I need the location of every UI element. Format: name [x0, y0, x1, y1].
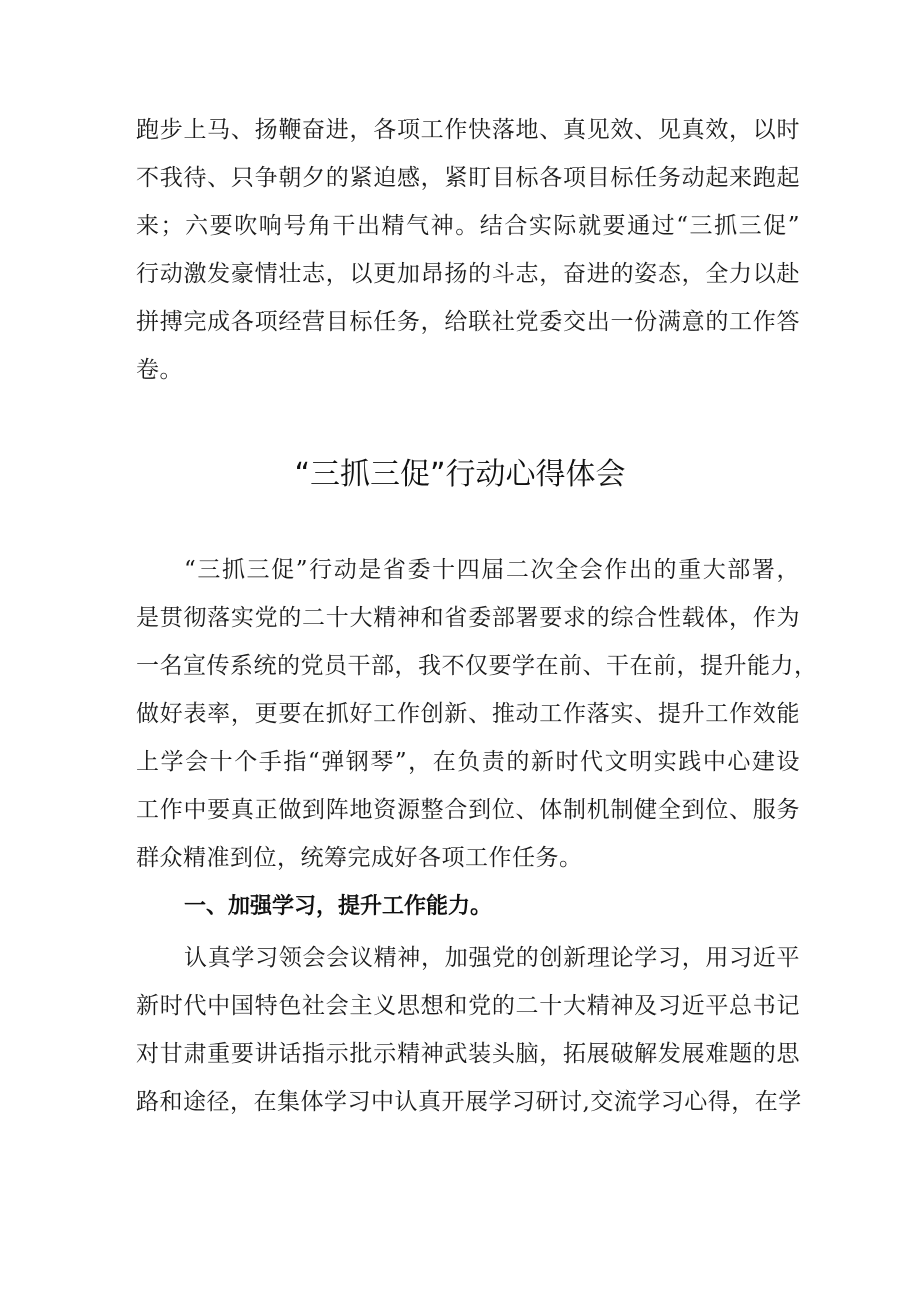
paragraph-1-line-2: 是贯彻落实党的二十大精神和省委部署要求的综合性载体，作为 — [136, 605, 800, 631]
intro-line-2: 不我待、只争朝夕的紧迫感，紧盯目标各项目标任务动起来跑起 — [136, 165, 800, 191]
paragraph-1-line-3: 一名宣传系统的党员干部，我不仅要学在前、干在前，提升能力， — [136, 653, 818, 679]
paragraph-2-line-4: 路和途径，在集体学习中认真开展学习研讨,交流学习心得，在学 — [136, 1089, 802, 1115]
intro-line-5: 拼搏完成各项经营目标任务，给联社党委交出一份满意的工作答 — [136, 309, 800, 335]
paragraph-1-line-1: “三抓三促”行动是省委十四届二次全会作出的重大部署， — [184, 557, 800, 583]
paragraph-1-line-6: 工作中要真正做到阵地资源整合到位、体制机制健全到位、服务 — [136, 797, 800, 823]
paragraph-2-line-2: 新时代中国特色社会主义思想和党的二十大精神及习近平总书记 — [136, 993, 800, 1019]
paragraph-2-line-1: 认真学习领会会议精神，加强党的创新理论学习，用习近平 — [184, 945, 800, 971]
paragraph-1-line-7: 群众精准到位，统筹完成好各项工作任务。 — [136, 845, 583, 871]
intro-line-3: 来；六要吹响号角干出精气神。结合实际就要通过“三抓三促” — [136, 213, 800, 239]
intro-line-6: 卷。 — [136, 357, 183, 383]
paragraph-1-line-5: 上学会十个手指“弹钢琴”，在负责的新时代文明实践中心建设 — [136, 749, 800, 775]
section-heading-1: 一、加强学习，提升工作能力。 — [184, 894, 493, 919]
paragraph-2-line-3: 对甘肃重要讲话指示批示精神武装头脑，拓展破解发展难题的思 — [136, 1041, 800, 1067]
document-title: “三抓三促”行动心得体会 — [294, 457, 626, 492]
intro-line-1: 跑步上马、扬鞭奋进，各项工作快落地、真见效、见真效，以时 — [136, 117, 800, 143]
paragraph-1-line-4: 做好表率，更要在抓好工作创新、推动工作落实、提升工作效能 — [136, 701, 800, 727]
intro-line-4: 行动激发豪情壮志，以更加昂扬的斗志，奋进的姿态，全力以赴 — [136, 261, 800, 287]
